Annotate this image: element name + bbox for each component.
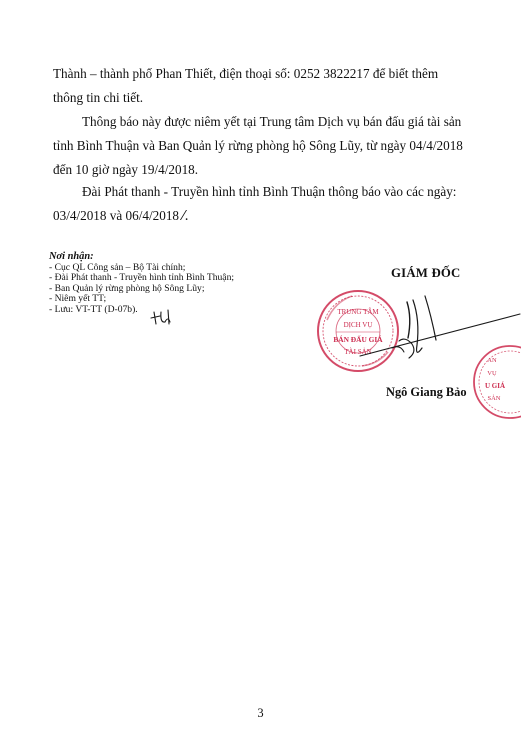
seal-stamp-partial — [474, 346, 521, 418]
text-line: thông tin chi tiết. — [53, 90, 144, 105]
text-line: Đài Phát thanh - Truyền hình tỉnh Bình Thuận thông báo vào các ngày: — [82, 184, 457, 199]
recipients-block — [49, 252, 234, 316]
text-line — [53, 204, 483, 229]
paragraph-posting — [53, 110, 473, 182]
seal-line: TRUNG TÂM — [337, 308, 379, 316]
seal-line: SẢN — [487, 395, 501, 402]
end-mark: ⁄. — [182, 209, 189, 224]
text-line: Thành – thành phố Phan Thiết, điện thoại số: 0252 3822217 để biết thêm — [53, 66, 439, 81]
recipient-item: - Lưu: VT-TT (D-07b). — [49, 303, 138, 315]
text-line: Thông báo này được niêm yết tại Trung tâm Dịch vụ bán đấu giá tài sản — [82, 114, 462, 129]
signer-name: Ngô Giang Bảo — [386, 385, 467, 399]
signer-title: GIÁM ĐỐC — [391, 266, 461, 280]
handwritten-signature — [360, 296, 520, 358]
seal-line: BÁN ĐẤU GIÁ — [333, 335, 383, 344]
seal-line: U GIÁ — [484, 382, 506, 390]
recipients-heading: Nơi nhận: — [49, 251, 94, 262]
text-line: đến 10 giờ ngày 19/4/2018. — [53, 162, 199, 177]
recipients-list — [49, 263, 234, 316]
paragraph-contact — [53, 62, 473, 110]
broadcast-dates: 03/4/2018 và 06/4/2018 — [53, 208, 180, 223]
seal-line: VỤ — [487, 370, 497, 377]
seal-line: TÀI SẢN — [344, 348, 372, 356]
recipient-item: - Niêm yết TT; — [49, 293, 107, 305]
seal-line: DỊCH VỤ — [343, 321, 373, 329]
page-number: 3 — [257, 706, 264, 720]
recipient-item: - Cục QL Công sản – Bộ Tài chính; — [49, 261, 186, 273]
text-line: tỉnh Bình Thuận và Ban Quản lý rừng phòng hộ Sông Lũy, từ ngày 04/4/2018 — [53, 138, 463, 153]
recipient-item: - Ban Quản lý rừng phòng hộ Sông Lũy; — [49, 282, 205, 294]
seal-line: AN — [487, 357, 497, 364]
recipient-item: - Đài Phát thanh - Truyền hình tỉnh Bình Thuận; — [49, 272, 235, 284]
seal-stamp — [318, 291, 398, 371]
paragraph-broadcast — [53, 180, 483, 229]
